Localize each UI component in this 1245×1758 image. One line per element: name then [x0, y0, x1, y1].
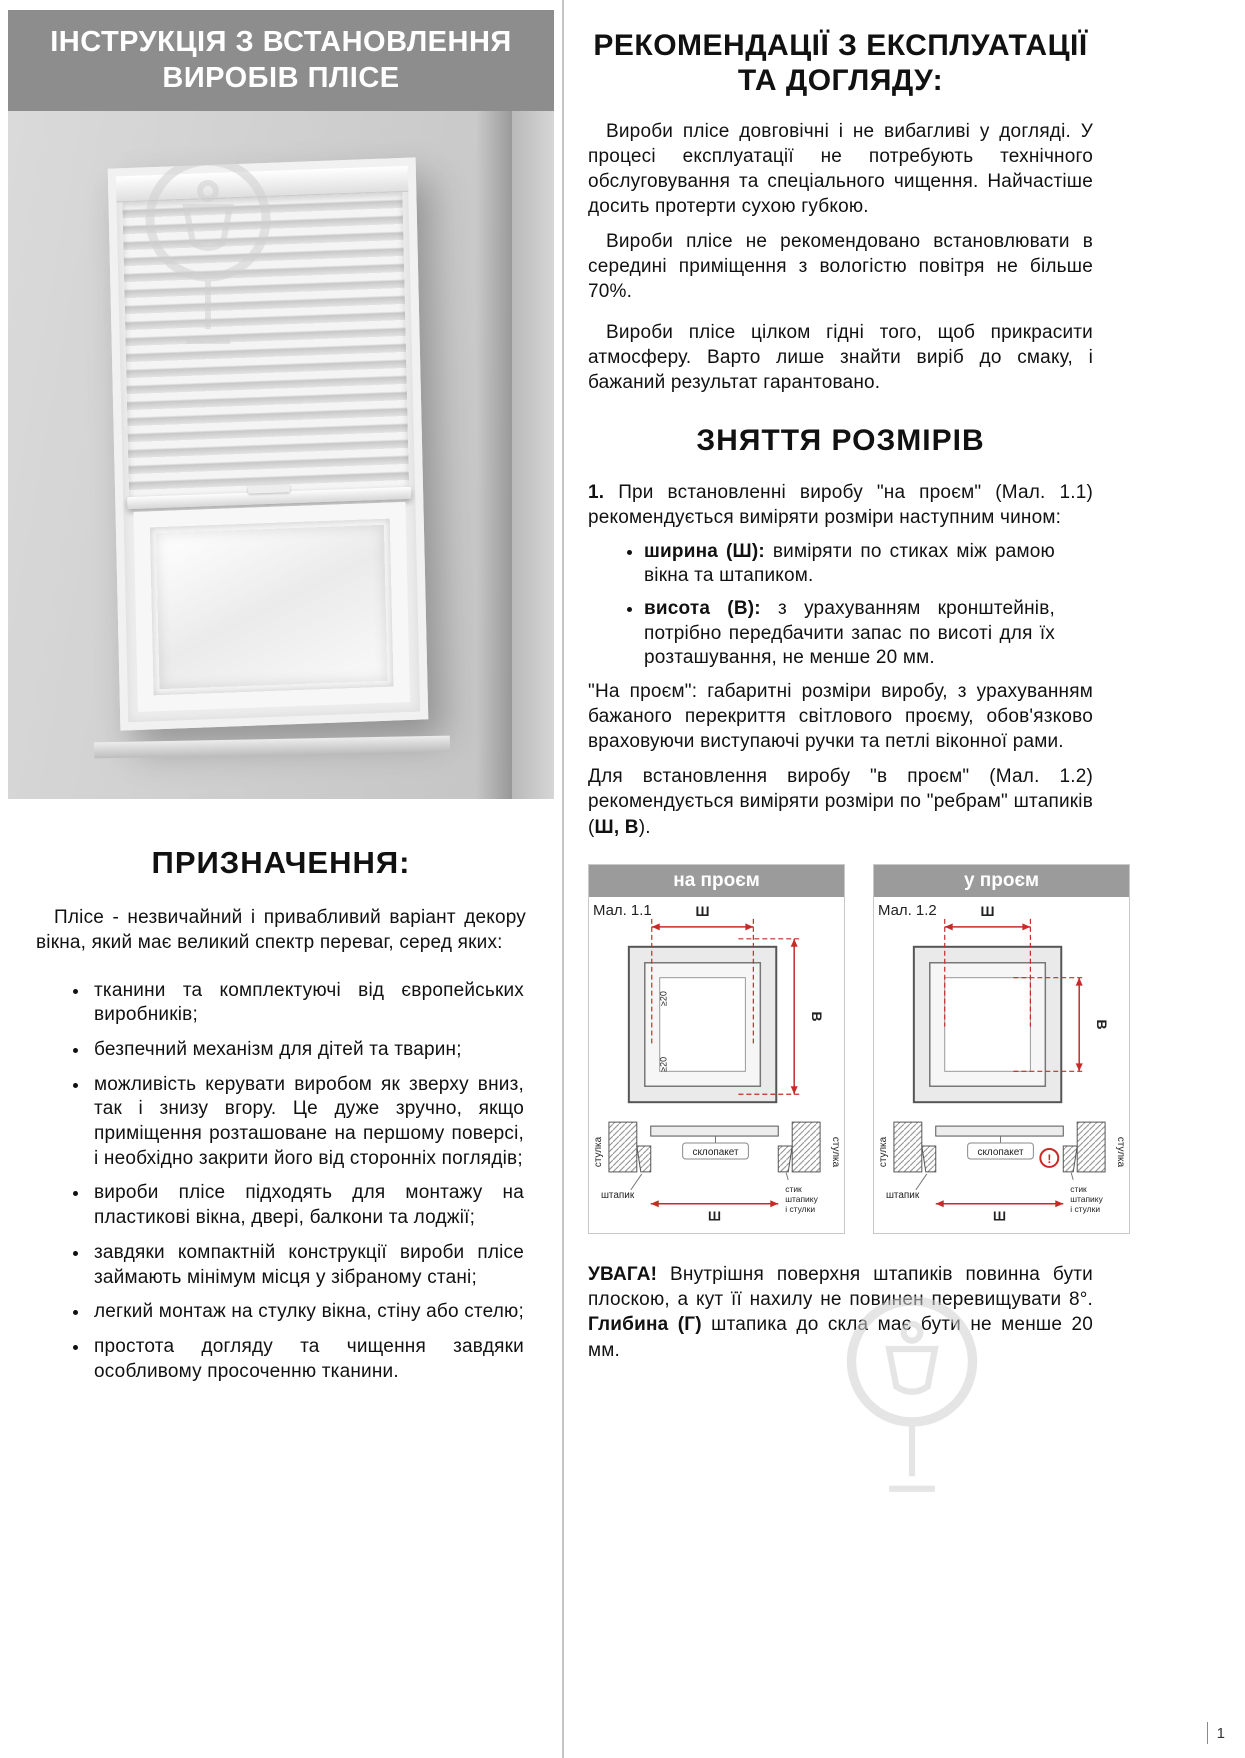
measuring-paragraph-onto: "На проєм": габаритні розміри виробу, з урахуванням бажаного перекриття світлового проєму, обов'язково враховуючи виступаючі ручки та петлі віконної рами.	[588, 681, 1093, 753]
glazing-label: склопакет	[692, 1146, 739, 1158]
window-drawing	[914, 946, 1061, 1101]
sash-left-label: стулка	[592, 1136, 604, 1167]
care-title	[588, 28, 1093, 99]
sash-right-label: стулка	[1115, 1136, 1127, 1167]
instruction-header-line2: ВИРОБІВ ПЛІСЕ	[162, 62, 400, 95]
list-item	[90, 1073, 524, 1172]
list-item	[90, 1038, 524, 1063]
care-paragraph: Вироби плісе цілком гідні того, щоб прикрасити атмосферу. Варто лише знайти виріб до смаку, і бажаний результат гарантовано.	[588, 322, 1093, 394]
purpose-intro: Плісе - незвичайний і привабливий варіант декору вікна, який має великий спектр переваг, серед яких:	[36, 906, 526, 953]
measure-term: висота (В):	[644, 598, 761, 620]
wall-side-face	[512, 111, 554, 799]
list-item-text: тканини та комплектуючі від європейських виробників;	[94, 979, 524, 1026]
lower-sash	[134, 501, 410, 711]
list-item	[90, 979, 524, 1028]
instruction-header-line1: ІНСТРУКЦІЯ З ВСТАНОВЛЕННЯ	[50, 26, 512, 58]
page-number: 1	[1216, 1724, 1225, 1742]
care-paragraph: Вироби плісе довговічні і не вибагливі у догляді. У процесі експлуатації не потребують технічного обслуговування та спеціального чищення. Найчастіше досить протерти сухою губкою.	[588, 120, 1093, 218]
bead-label: штапик	[600, 1189, 635, 1201]
cross-section	[593, 1122, 841, 1224]
care-paragraph: Вироби плісе не рекомендовано встановлювати в середині приміщення з вологістю повітря не більше 70%.	[588, 231, 1093, 303]
window-glass	[156, 524, 387, 688]
joint-label-line1: стик	[1070, 1183, 1087, 1194]
bottom-width-label: Ш	[708, 1208, 722, 1224]
window-drawing	[629, 946, 776, 1101]
diagram-figure-1-2	[874, 897, 1129, 1234]
purpose-text-block	[8, 905, 554, 955]
width-label: Ш	[980, 902, 995, 919]
list-item-text: завдяки компактній конструкції вироби плісе займають мінімум місця у зібраному стані;	[94, 1241, 524, 1288]
joint-label-line2: штапику	[1070, 1193, 1103, 1204]
glazing-label: склопакет	[977, 1146, 1024, 1158]
purpose-title: ПРИЗНАЧЕННЯ:	[151, 844, 411, 880]
joint-label-line1: стик	[785, 1183, 802, 1194]
care-title-line2: ТА ДОГЛЯДУ:	[737, 64, 944, 98]
sash-left-label: стулка	[877, 1136, 889, 1167]
attention-text-1: Внутрішня поверхня штапиків повинна бути плоскою, а кут її нахилу не повинен перевищувати 8°.	[588, 1264, 1093, 1311]
instruction-header	[8, 10, 554, 111]
attention-note	[588, 1262, 1093, 1362]
list-item	[644, 597, 1055, 671]
measuring-paragraph-into-bold: Ш, В	[594, 816, 639, 838]
right-column	[588, 28, 1131, 1373]
height-label: В	[1094, 1019, 1111, 1030]
alert-mark: !	[1047, 1151, 1052, 1166]
window-photo	[8, 111, 554, 799]
diagram-figure-1-1	[589, 897, 844, 1234]
measure-text: виміряти по стиках між рамою вікна та штапиком.	[644, 540, 1055, 587]
measure-term: ширина (Ш):	[644, 540, 765, 562]
joint-label-line3: і стулки	[1070, 1203, 1101, 1214]
diagram-panel-u-proem	[873, 864, 1130, 1235]
measuring-step	[588, 480, 1093, 530]
list-item-text: можливість керувати виробом як зверху вниз, так і знизу вгору. Це дуже зручно, якщо приміщення розташоване на першому поверсі, і необхідно закрити його від сторонніх поглядів;	[94, 1073, 524, 1169]
list-item-text: безпечний механізм для дітей та тварин;	[94, 1039, 462, 1061]
joint-label-line3: і стулки	[785, 1203, 816, 1214]
left-column	[8, 10, 554, 1394]
sash-right-label: стулка	[830, 1136, 842, 1167]
window-sill	[94, 735, 450, 758]
measuring-paragraph-into-text: Для встановлення виробу "в проєм" (Мал. 1.2) рекомендується виміряти розміри по "ребрам" штапиків (	[588, 766, 1093, 838]
attention-text-2: штапика до скла має бути не менше 20 мм.	[588, 1314, 1093, 1361]
list-item	[90, 1300, 524, 1325]
diagram-header: на проєм	[589, 865, 844, 897]
measuring-title: ЗНЯТТЯ РОЗМІРІВ	[696, 423, 985, 457]
bead-label: штапик	[885, 1189, 920, 1201]
pleat-handle	[248, 484, 290, 494]
list-item-text: легкий монтаж на стулку вікна, стіну або стелю;	[94, 1301, 524, 1323]
figure-caption: Мал. 1.1	[592, 901, 652, 919]
measuring-paragraph-into	[588, 764, 1093, 839]
attention-label: УВАГА!	[588, 1264, 658, 1286]
list-item-text: простота догляду та чищення завдяки особливому просоченню тканини.	[94, 1335, 524, 1382]
page-footer	[1207, 1722, 1225, 1744]
height-label: В	[809, 1011, 826, 1022]
measuring-paragraph-into-end: ).	[638, 816, 651, 838]
diagrams-row	[588, 864, 1131, 1235]
footer-divider-tick	[1207, 1722, 1208, 1744]
attention-bold-term: Глибина (Г)	[588, 1314, 702, 1336]
list-item-text: вироби плісе підходять для монтажу на пластикові вікна, двері, балкони та лоджії;	[94, 1182, 524, 1229]
wall-corner-shadow	[476, 111, 512, 799]
cross-section	[878, 1122, 1126, 1224]
list-item	[90, 1181, 524, 1230]
purpose-list	[8, 979, 554, 1385]
measure-text: з урахуванням кронштейнів, потрібно передбачити запас по висоті для їх розташування, не менше 20 мм.	[644, 598, 1055, 669]
figure-caption: Мал. 1.2	[877, 901, 937, 919]
list-item	[90, 1335, 524, 1384]
allowance-top-label: ≥20	[658, 990, 669, 1006]
measuring-step-number: 1.	[588, 481, 605, 503]
bottom-width-label: Ш	[993, 1208, 1007, 1224]
pleated-shade	[122, 191, 409, 497]
list-item	[644, 540, 1055, 589]
column-divider	[562, 0, 564, 1758]
window-frame	[108, 157, 429, 730]
joint-label-line2: штапику	[785, 1193, 818, 1204]
measuring-step-text: При встановленні виробу "на проєм" (Мал. 1.1) рекомендується виміряти розміри наступним чином:	[588, 481, 1093, 528]
diagram-header: у проєм	[874, 865, 1129, 897]
list-item	[90, 1241, 524, 1290]
care-title-line1: РЕКОМЕНДАЦІЇ З ЕКСПЛУАТАЦІЇ	[593, 29, 1088, 62]
allowance-bottom-label: ≥20	[658, 1056, 669, 1072]
width-label: Ш	[695, 902, 710, 919]
diagram-panel-na-proem	[588, 864, 845, 1235]
measuring-list	[588, 540, 1093, 671]
